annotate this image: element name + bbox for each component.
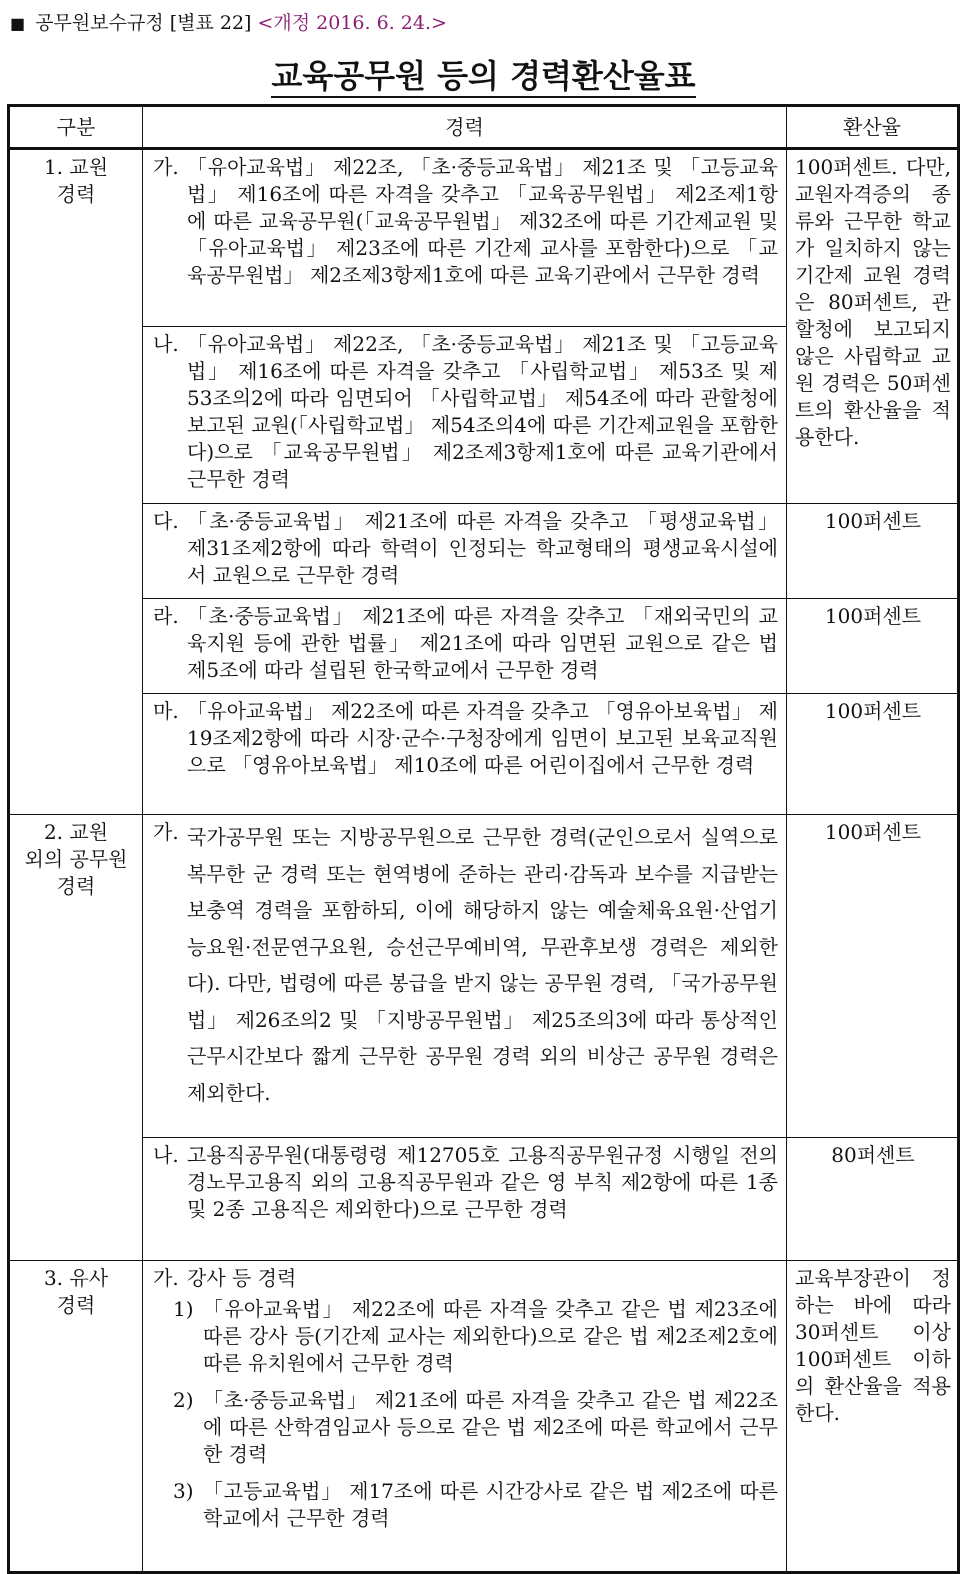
rate-cell [787,815,959,1138]
amendment-date: <개정 2016. 6. 24.> [257,12,447,34]
rate-cell [787,149,959,504]
sub-item-text: 「초·중등교육법」 제21조에 따른 자격을 갖추고 같은 법 제22조에 따른 산학겸임교사 등으로 같은 법 제2조에 따른 학교에서 근무한 경력 [203,1388,778,1466]
item-text: 「유아교육법」 제22조, 「초·중등교육법」 제21조 및 「고등교육법」 제16조에 따른 자격을 갖추고 「사립학교법」 제53조 및 제53조의2에 따라 임면되어 「사립학교법」 제54조에 따라 관할청에 보고된 교원(「사립학교법」 제54조의4에 따른 기간제교원을 포함한다)으로 「교육공무원법」 제2조제3항제1호에 따른 교육기관에서 근무한 경력 [187,332,778,491]
rate-cell [787,694,959,815]
rate-cell [787,1138,959,1261]
category-label: 3. 유사 경력 [43,1266,109,1317]
sub-item [173,1478,778,1532]
category-label: 1. 교원 경력 [43,155,109,206]
career-item [143,149,787,327]
column-header-rate: 환산율 [787,106,959,149]
category-teacher-career [9,149,143,815]
item-marker: 라. [153,604,179,628]
rate-text: 교육부장관이 정하는 바에 따라 30퍼센트 이상 100퍼센트 이하의 환산율을 적용한다. [795,1266,951,1425]
square-bullet-icon: ■ [10,14,26,33]
table-row [9,149,959,327]
rate-text: 100퍼센트. 다만, 교원자격증의 종류와 근무한 학교가 일치하지 않는 기간제 교원 경력은 80퍼센트, 관할청에 보고되지 않은 사립학교 교원 경력은 50퍼센트의 환산율을 적용한다. [795,155,951,449]
career-item [143,694,787,815]
item-marker: 마. [153,699,179,723]
table-row [9,1261,959,1573]
item-marker: 가. [153,820,179,844]
item-marker: 나. [153,1143,179,1167]
career-conversion-table [7,104,960,1574]
rate-text: 100퍼센트 [824,820,922,844]
sub-item-marker: 1) [173,1297,194,1321]
rate-cell [787,504,959,599]
rate-text: 100퍼센트 [824,699,922,723]
regulation-reference: 공무원보수규정 [별표 22] [35,12,252,34]
table-row [9,1138,959,1261]
career-item [143,504,787,599]
table-row [9,504,959,599]
sub-item-marker: 2) [173,1388,194,1412]
sub-item [173,1296,778,1377]
item-text: 국가공무원 또는 지방공무원으로 근무한 경력(군인으로서 실역으로 복무한 군 경력 또는 현역병에 준하는 관리·감독과 보수를 지급받는 보충역 경력을 포함하되, 이에 해당하지 않는 예술체육요원·산업기능요원·전문연구요원, 승선근무예비역, 무관후보생 경력은 제외한다). 다만, 법령에 따른 봉급을 받지 않는 공무원 경력, 「국가공무원법」 제26조의2 및 「지방공무원법」 제25조의3에 따라 통상적인 근무시간보다 짧게 근무한 공무원 경력 외의 비상근 공무원 경력은 제외한다. [187,825,778,1105]
column-header-career: 경력 [143,106,787,149]
document-title-text: 교육공무원 등의 경력환산율표 [271,57,695,98]
sub-item-marker: 3) [173,1479,194,1503]
sub-item-text: 「고등교육법」 제17조에 따른 시간강사로 같은 법 제2조에 따른 학교에서 근무한 경력 [203,1479,778,1530]
rate-text: 80퍼센트 [831,1143,915,1167]
item-text: 「유아교육법」 제22조, 「초·중등교육법」 제21조 및 「고등교육법」 제16조에 따른 자격을 갖추고 「교육공무원법」 제2조제1항에 따른 교육공무원(「교육공무원법」 제32조에 따른 기간제교원 및 「유아교육법」 제23조에 따른 기간제 교사를 포함한다)으로 「교육공무원법」 제2조제3항제1호에 따른 교육기관에서 근무한 경력 [187,155,778,287]
category-label: 2. 교원 외의 공무원 경력 [24,820,128,898]
table-row [9,694,959,815]
career-item [143,1261,787,1573]
item-marker: 가. [153,155,179,179]
item-marker: 다. [153,509,179,533]
item-text: 「초·중등교육법」 제21조에 따른 자격을 갖추고 「평생교육법」 제31조제2항에 따라 학력이 인정되는 학교형태의 평생교육시설에서 교원으로 근무한 경력 [187,509,778,587]
rate-text: 100퍼센트 [824,509,922,533]
item-text: 고용직공무원(대통령령 제12705호 고용직공무원규정 시행일 전의 경노무고용직 외의 고용직공무원과 같은 영 부칙 제2항에 따른 1종 및 2종 고용직은 제외한다)으로 근무한 경력 [187,1143,778,1221]
career-item [143,599,787,694]
rate-text: 100퍼센트 [824,604,922,628]
column-header-category: 구분 [9,106,143,149]
career-item [143,815,787,1138]
item-text: 강사 등 경력 [187,1266,297,1290]
item-text: 「유아교육법」 제22조에 따른 자격을 갖추고 「영유아보육법」 제19조제2항에 따라 시장·군수·구청장에게 임면이 보고된 보육교직원으로 「영유아보육법」 제10조에 따른 어린이집에서 근무한 경력 [187,699,778,777]
rate-cell [787,599,959,694]
item-text: 「초·중등교육법」 제21조에 따른 자격을 갖추고 「재외국민의 교육지원 등에 관한 법률」 제21조에 따라 임면된 교원으로 같은 법 제5조에 따라 설립된 한국학교에서 근무한 경력 [187,604,778,682]
document-title [0,54,967,98]
table-row [9,599,959,694]
item-marker: 가. [153,1266,179,1290]
category-other-public-servant [9,815,143,1261]
rate-cell [787,1261,959,1573]
sub-item [173,1387,778,1468]
career-item [143,327,787,504]
table-row [9,815,959,1138]
sub-item-text: 「유아교육법」 제22조에 따른 자격을 갖추고 같은 법 제23조에 따른 강사 등(기간제 교사는 제외한다)으로 같은 법 제2조제2호에 따른 유치원에서 근무한 경력 [203,1297,778,1375]
career-item [143,1138,787,1261]
regulation-header [10,10,447,37]
category-similar-career [9,1261,143,1573]
item-marker: 나. [153,332,179,356]
table-header-row [9,106,959,149]
